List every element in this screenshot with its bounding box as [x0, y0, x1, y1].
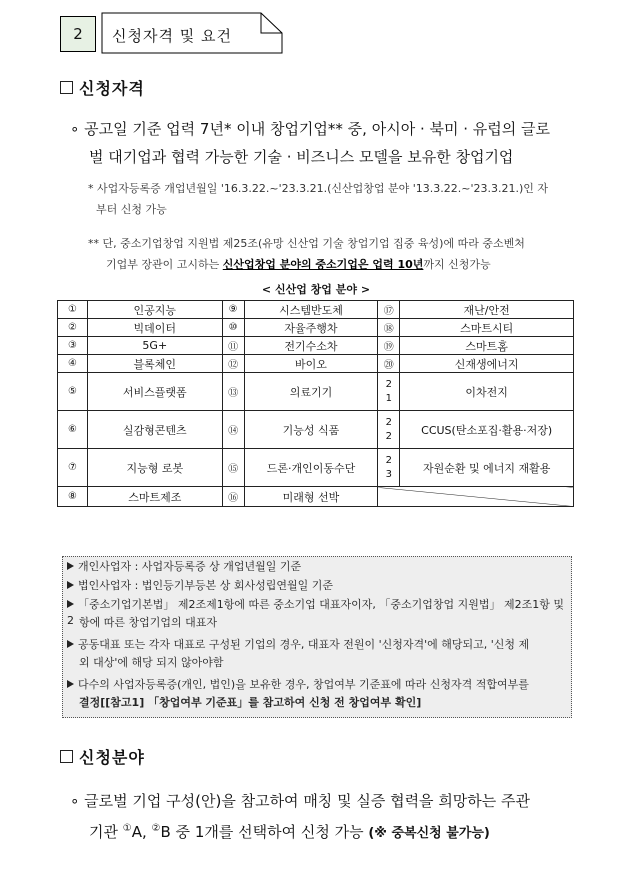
note-2: ** 단, 중소기업창업 지원법 제25조(유망 신산업 기술 창업기업 집중 육성)에 따라 중소벤처 기업부 장관이 고시하는 신산업창업 분야의 중소기업은 업력 10년까지 신청가능	[88, 237, 525, 271]
note-item: 다수의 사업자등록증(개인, 법인)을 보유한 경우, 창업여부 기준표에 따라 신청자격 적합여부를	[67, 677, 529, 693]
item-number: ⑬	[228, 388, 239, 399]
item-number: ②	[67, 322, 77, 333]
table-cell-number	[58, 355, 88, 373]
table-cell-field: 실감형콘텐츠	[87, 411, 222, 449]
arrow-bullet-icon	[67, 562, 74, 570]
arrow-bullet-icon	[67, 680, 74, 688]
table-cell-number: 2 2	[378, 411, 400, 449]
table-cell-field: 스마트제조	[87, 487, 222, 507]
heading-application-field: 신청분야	[60, 745, 145, 768]
item-number: ⑥	[67, 424, 77, 435]
item-number: ①	[67, 304, 77, 315]
table-cell-field: 기능성 식품	[244, 411, 378, 449]
square-bullet-icon	[60, 750, 73, 763]
table-cell-field: 의료기기	[244, 373, 378, 411]
item-number: ⑭	[228, 426, 239, 437]
table-cell-number	[222, 355, 244, 373]
table-cell-field: 자원순환 및 에너지 재활용	[400, 449, 574, 487]
section-number: 2	[73, 25, 83, 43]
table-cell-number	[222, 373, 244, 411]
industry-table	[57, 300, 574, 507]
table-cell-number	[378, 301, 400, 319]
table-cell-number	[58, 319, 88, 337]
table-row	[58, 373, 574, 411]
table-cell-field: 시스템반도체	[244, 301, 378, 319]
note-item-continued: 결정[[참고1] 「창업여부 기준표」를 참고하여 신청 전 창업여부 확인]	[79, 696, 422, 709]
empty-slashed-cell	[378, 487, 574, 507]
table-row	[58, 411, 574, 449]
item-number: ⑩	[228, 322, 238, 333]
note-item-continued: 외 대상'에 해당 되지 않아야함	[79, 656, 224, 669]
item-number: ④	[67, 358, 77, 369]
table-cell-field: 미래형 선박	[244, 487, 378, 507]
item-number: ⑲	[383, 342, 394, 353]
table-cell-field: 드론·개인이동수단	[244, 449, 378, 487]
table-cell-number	[58, 487, 88, 507]
table-cell-number	[58, 301, 88, 319]
table-cell-number	[222, 411, 244, 449]
item-number: ⑳	[383, 360, 394, 371]
table-caption: < 신산업 창업 분야 >	[261, 283, 371, 296]
note-item: 법인사업자 : 법인등기부등본 상 회사성립연월일 기준	[67, 578, 333, 594]
item-number: ⑦	[67, 462, 77, 473]
table-cell-number: 2 1	[378, 373, 400, 411]
table-cell-field: 빅데이터	[87, 319, 222, 337]
table-cell-field: 바이오	[244, 355, 378, 373]
table-cell-field: CCUS(탄소포집·활용·저장)	[400, 411, 574, 449]
table-cell-number	[58, 411, 88, 449]
table-cell-field: 재난/안전	[400, 301, 574, 319]
table-cell-number	[58, 449, 88, 487]
table-cell-field: 스마트홈	[400, 337, 574, 355]
notes-box	[62, 556, 572, 718]
section-title: 신청자격 및 요건	[112, 27, 232, 45]
table-cell-number	[222, 337, 244, 355]
table-row	[58, 337, 574, 355]
table-cell-number	[222, 487, 244, 507]
field-bullet: ∘ 글로벌 기업 구성(안)을 참고하여 매칭 및 실증 협력을 희망하는 주관 기관 ①A, ②B 중 1개를 선택하여 신청 가능 (※ 중복신청 불가능)	[70, 792, 531, 841]
square-bullet-icon	[60, 81, 73, 94]
table-cell-field: 블록체인	[87, 355, 222, 373]
table-row	[58, 301, 574, 319]
arrow-bullet-icon	[67, 600, 74, 608]
note-1: * 사업자등록증 개업년월일 '16.3.22.~'23.3.21.(신산업창업 분야 '13.3.22.~'23.3.21.)인 자 부터 신청 가능	[88, 182, 549, 216]
table-cell-number	[222, 301, 244, 319]
item-number: ⑪	[228, 342, 239, 353]
table-cell-field: 인공지능	[87, 301, 222, 319]
heading-eligibility: 신청자격	[60, 76, 145, 99]
table-cell-field: 서비스플랫폼	[87, 373, 222, 411]
circle-bullet-icon: ∘	[70, 792, 80, 810]
item-number: ⑨	[228, 304, 238, 315]
table-cell-number	[58, 337, 88, 355]
table-row	[58, 319, 574, 337]
arrow-bullet-icon	[67, 581, 74, 589]
table-cell-field: 지능형 로봇	[87, 449, 222, 487]
item-number: ⑮	[228, 464, 239, 475]
eligibility-bullet: ∘ 공고일 기준 업력 7년* 이내 창업기업** 중, 아시아 · 북미 · 유럽의 글로 벌 대기업과 협력 가능한 기술 · 비즈니스 모델을 보유한 창업기업	[70, 120, 550, 166]
table-row	[58, 355, 574, 373]
item-number: ⑰	[383, 306, 394, 317]
item-number: ⑱	[383, 324, 394, 335]
note-item: 개인사업자 : 사업자등록증 상 개업년월일 기준	[67, 559, 301, 575]
table-cell-number	[378, 355, 400, 373]
item-number: ⑧	[67, 491, 77, 502]
table-cell-number	[378, 337, 400, 355]
item-number: ⑤	[67, 386, 77, 397]
table-cell-number	[378, 319, 400, 337]
note-item: 공동대표 또는 각자 대표로 구성된 기업의 경우, 대표자 전원이 '신청자격'에 해당되고, '신청 제	[67, 637, 529, 653]
table-cell-number	[222, 449, 244, 487]
table-cell-number: 2 3	[378, 449, 400, 487]
section-number-box	[60, 16, 96, 52]
table-row	[58, 449, 574, 487]
table-cell-field: 스마트시티	[400, 319, 574, 337]
circle-bullet-icon: ∘	[70, 120, 80, 138]
table-cell-field: 이차전지	[400, 373, 574, 411]
table-row	[58, 487, 574, 507]
item-number: ⑯	[228, 493, 239, 504]
table-cell-field: 5G+	[87, 337, 222, 355]
item-number: ③	[67, 340, 77, 351]
note-item: 「중소기업기본법」 제2조제1항에 따른 중소기업 대표자이자, 「중소기업창업 지원법」 제2조1항 및 2	[67, 598, 564, 627]
note-item-continued: 항에 따른 창업기업의 대표자	[79, 616, 218, 629]
item-number: ⑫	[228, 360, 239, 371]
table-cell-field: 전기수소차	[244, 337, 378, 355]
arrow-bullet-icon	[67, 640, 74, 648]
table-cell-field: 자율주행차	[244, 319, 378, 337]
table-cell-field: 신재생에너지	[400, 355, 574, 373]
table-cell-number	[222, 319, 244, 337]
table-cell-number	[58, 373, 88, 411]
